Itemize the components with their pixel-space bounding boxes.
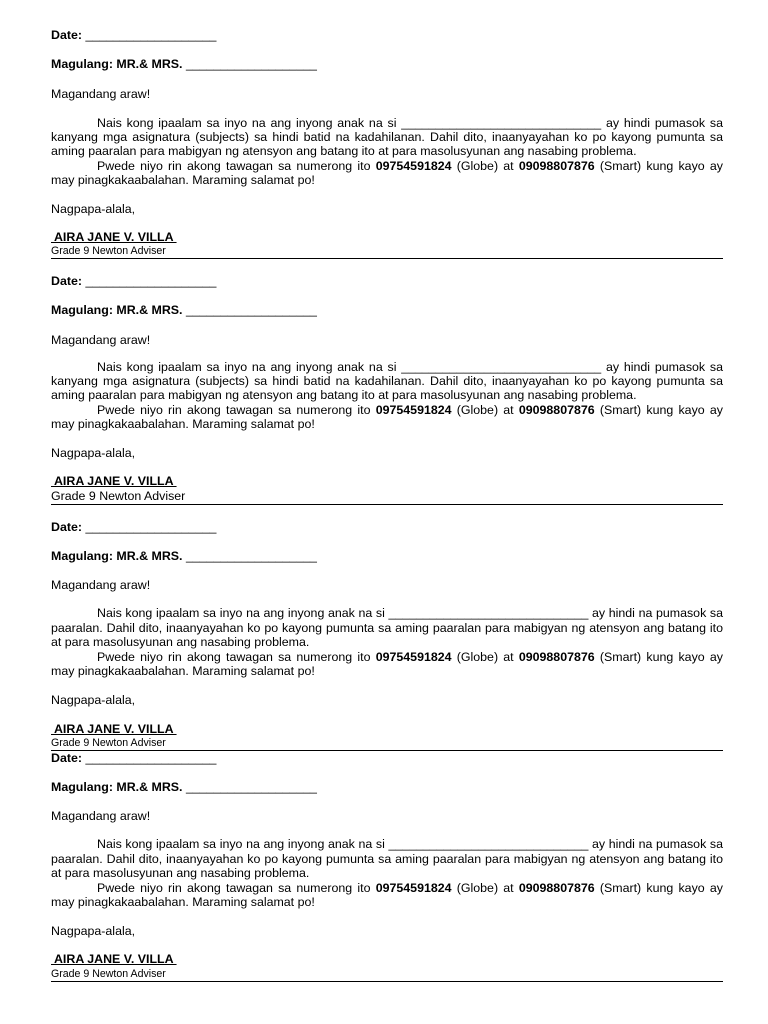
phone-globe: 09754591824 — [375, 881, 452, 895]
phone-globe: 09754591824 — [375, 159, 452, 173]
parent-line — [51, 549, 723, 563]
parent-blank: ___________________ — [185, 57, 317, 71]
paragraph-1-line-2: kanyang mga asignatura (subjects) sa hindi batid na kadahilanan. Dahil dito, inaanyayahan ko po kayong pumunta sa — [51, 130, 723, 144]
paragraph-1-line-2: kanyang mga asignatura (subjects) sa hindi batid na kadahilanan. Dahil dito, inaanyayahan ko po kayong pumunta sa — [51, 374, 723, 388]
phone-smart: 09098807876 — [518, 403, 595, 417]
paragraph-1-line-1: Nais kong ipaalam sa inyo na ang inyong anak na si _____________________________ ay hindi pumasok sa — [97, 360, 723, 374]
divider — [51, 981, 723, 982]
parent-label: Magulang: MR.& MRS. — [51, 780, 183, 794]
greeting: Magandang araw! — [51, 809, 151, 823]
signatory-role: Grade 9 Newton Adviser — [51, 489, 186, 503]
signatory-role: Grade 9 Newton Adviser — [51, 737, 166, 749]
parent-line — [51, 303, 723, 317]
paragraph-1-line-3: aming paaralan para mabigyan ng atensyon ang batang ito at para masolusyunan ang nasabing problema. — [51, 144, 637, 158]
signatory-name: AIRA JANE V. VILLA — [51, 952, 177, 966]
date-line — [51, 751, 723, 765]
parent-blank: ___________________ — [185, 780, 317, 794]
date-blank: ___________________ — [85, 274, 217, 288]
date-blank: ___________________ — [85, 751, 217, 765]
date-line — [51, 520, 723, 534]
parent-line — [51, 780, 723, 794]
paragraph-1-line-1: Nais kong ipaalam sa inyo na ang inyong anak na si _____________________________ ay hindi na pumasok sa — [97, 606, 723, 620]
divider — [51, 504, 723, 505]
phone-smart: 09098807876 — [518, 881, 595, 895]
date-label: Date: — [51, 28, 82, 42]
date-blank: ___________________ — [85, 520, 217, 534]
paragraph-2-line-2: may pinagkakaabalahan. Maraming salamat po! — [51, 664, 315, 678]
signatory-name: AIRA JANE V. VILLA — [51, 474, 177, 488]
signatory-role: Grade 9 Newton Adviser — [51, 968, 166, 980]
parent-blank: ___________________ — [185, 549, 317, 563]
signatory-role: Grade 9 Newton Adviser — [51, 245, 166, 257]
student-name-blank: _____________________________ — [388, 837, 589, 851]
paragraph-2-line-1: Pwede niyo rin akong tawagan sa numerong ito 09754591824 (Globe) at 09098807876 (Smart) kung kayo ay — [97, 159, 723, 173]
student-name-blank: _____________________________ — [388, 606, 589, 620]
parent-blank: ___________________ — [185, 303, 317, 317]
paragraph-1-line-1: Nais kong ipaalam sa inyo na ang inyong anak na si _____________________________ ay hindi pumasok sa — [97, 116, 723, 130]
greeting: Magandang araw! — [51, 333, 151, 347]
closing: Nagpapa-alala, — [51, 202, 136, 216]
date-label: Date: — [51, 274, 82, 288]
paragraph-1-line-3: at para masolusyunan ang nasabing problema. — [51, 866, 310, 880]
phone-smart: 09098807876 — [518, 650, 595, 664]
paragraph-1-line-3: aming paaralan para mabigyan ng atensyon ang batang ito at para masolusyunan ang nasabing problema. — [51, 388, 637, 402]
parent-line — [51, 57, 723, 71]
student-name-blank: _____________________________ — [401, 116, 602, 130]
date-line — [51, 28, 723, 42]
paragraph-2-line-1: Pwede niyo rin akong tawagan sa numerong ito 09754591824 (Globe) at 09098807876 (Smart) kung kayo ay — [97, 650, 723, 664]
greeting: Magandang araw! — [51, 578, 151, 592]
paragraph-1-line-2: paaralan. Dahil dito, inaanyayahan ko po kayong pumunta sa aming paaralan para mabigyan ng atensyon ang batang ito — [51, 852, 723, 866]
phone-smart: 09098807876 — [518, 159, 595, 173]
date-label: Date: — [51, 751, 82, 765]
signatory-name: AIRA JANE V. VILLA — [51, 722, 177, 736]
paragraph-2-line-1: Pwede niyo rin akong tawagan sa numerong ito 09754591824 (Globe) at 09098807876 (Smart) kung kayo ay — [97, 403, 723, 417]
paragraph-2-line-2: may pinagkakaabalahan. Maraming salamat po! — [51, 895, 315, 909]
divider — [51, 258, 723, 259]
closing: Nagpapa-alala, — [51, 446, 136, 460]
student-name-blank: _____________________________ — [401, 360, 602, 374]
date-line — [51, 274, 723, 288]
paragraph-1-line-3: at para masolusyunan ang nasabing problema. — [51, 635, 310, 649]
parent-label: Magulang: MR.& MRS. — [51, 303, 183, 317]
paragraph-2-line-2: may pinagkakaabalahan. Maraming salamat po! — [51, 417, 315, 431]
date-blank: ___________________ — [85, 28, 217, 42]
date-label: Date: — [51, 520, 82, 534]
phone-globe: 09754591824 — [375, 403, 452, 417]
parent-label: Magulang: MR.& MRS. — [51, 57, 183, 71]
paragraph-1-line-1: Nais kong ipaalam sa inyo na ang inyong anak na si _____________________________ ay hindi na pumasok sa — [97, 837, 723, 851]
closing: Nagpapa-alala, — [51, 693, 136, 707]
greeting: Magandang araw! — [51, 87, 151, 101]
paragraph-2-line-1: Pwede niyo rin akong tawagan sa numerong ito 09754591824 (Globe) at 09098807876 (Smart) kung kayo ay — [97, 881, 723, 895]
parent-label: Magulang: MR.& MRS. — [51, 549, 183, 563]
closing: Nagpapa-alala, — [51, 924, 136, 938]
signatory-name: AIRA JANE V. VILLA — [51, 230, 177, 244]
phone-globe: 09754591824 — [375, 650, 452, 664]
paragraph-2-line-2: may pinagkakaabalahan. Maraming salamat po! — [51, 173, 315, 187]
paragraph-1-line-2: paaralan. Dahil dito, inaanyayahan ko po kayong pumunta sa aming paaralan para mabigyan ng atensyon ang batang ito — [51, 621, 723, 635]
